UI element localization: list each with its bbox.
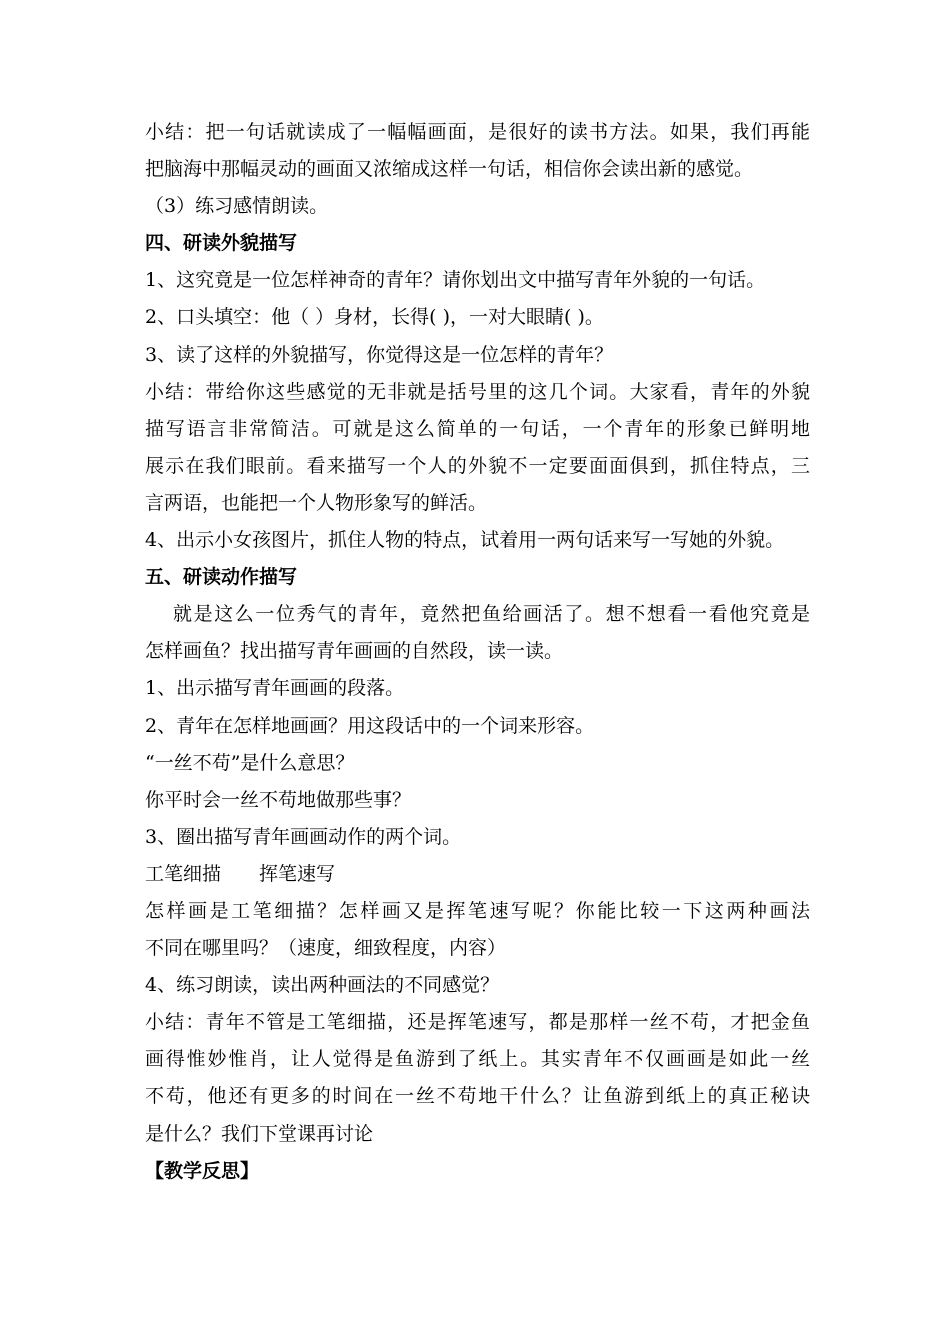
appearance-item-1: 1、这究竟是一位怎样神奇的青年？请你划出文中描写青年外貌的一句话。 — [145, 269, 766, 292]
action-question-daily: 你平时会一丝不苟地做那些事？ — [145, 788, 412, 811]
action-item-2: 2、青年在怎样地画画？用这段话中的一个词来形容。 — [145, 714, 595, 737]
appearance-item-2: 2、口头填空：他（ ）身材，长得( )，一对大眼睛( )。 — [145, 306, 604, 329]
drawing-terms-line — [145, 862, 810, 886]
section-heading-appearance: 四、研读外貌描写 — [145, 232, 298, 255]
term-quick-sketch: 挥笔速写 — [259, 862, 336, 885]
compare-question-line-2: 不同在哪里吗？（速度，细致程度，内容） — [145, 937, 507, 960]
final-summary-line-3: 不苟，他还有更多的时间在一丝不苟地干什么？让鱼游到纸上的真正秘诀 — [145, 1085, 810, 1108]
action-intro-line-1: 就是这么一位秀气的青年，竟然把鱼给画活了。想不想看一看他究竟是 — [173, 603, 810, 626]
appearance-summary-line-1: 小结：带给你这些感觉的无非就是括号里的这几个词。大家看，青年的外貌 — [145, 380, 810, 403]
appearance-summary-line-2: 描写语言非常简洁。可就是这么简单的一句话，一个青年的形象已鲜明地 — [145, 417, 810, 440]
action-intro-line-2: 怎样画鱼？找出描写青年画画的自然段，读一读。 — [145, 640, 564, 663]
action-item-4: 4、练习朗读，读出两种画法的不同感觉？ — [145, 974, 500, 997]
action-question-meaning: “一丝不苟”是什么意思？ — [145, 751, 355, 774]
appearance-summary-line-4: 言两语，也能把一个人物形象写的鲜活。 — [145, 491, 488, 514]
appearance-summary-line-3: 展示在我们眼前。看来描写一个人的外貌不一定要面面俱到，抓住特点，三 — [145, 454, 810, 477]
summary-line-2: 把脑海中那幅灵动的画面又浓缩成这样一句话，相信你会读出新的感觉。 — [145, 158, 754, 181]
section-heading-action: 五、研读动作描写 — [145, 566, 298, 589]
document-page — [145, 120, 810, 1196]
teaching-reflection-heading: 【教学反思】 — [145, 1159, 260, 1182]
practice-reading-line: （3）练习感情朗读。 — [145, 195, 329, 218]
final-summary-line-4: 是什么？我们下堂课再讨论 — [145, 1122, 374, 1145]
summary-line-1: 小结：把一句话就读成了一幅幅画面，是很好的读书方法。如果，我们再能 — [145, 121, 810, 143]
action-item-1: 1、出示描写青年画画的段落。 — [145, 677, 405, 700]
appearance-item-3: 3、读了这样的外貌描写，你觉得这是一位怎样的青年？ — [145, 343, 614, 366]
appearance-item-4: 4、出示小女孩图片，抓住人物的特点，试着用一两句话来写一写她的外貌。 — [145, 529, 785, 552]
compare-question-line-1: 怎样画是工笔细描？怎样画又是挥笔速写呢？你能比较一下这两种画法 — [145, 899, 810, 922]
final-summary-line-2: 画得惟妙惟肖，让人觉得是鱼游到了纸上。其实青年不仅画画是如此一丝 — [145, 1048, 810, 1071]
final-summary-line-1: 小结：青年不管是工笔细描，还是挥笔速写，都是那样一丝不苟，才把金鱼 — [145, 1011, 810, 1034]
action-item-3: 3、圈出描写青年画画动作的两个词。 — [145, 825, 462, 848]
term-fine-drawing: 工笔细描 — [145, 862, 222, 885]
